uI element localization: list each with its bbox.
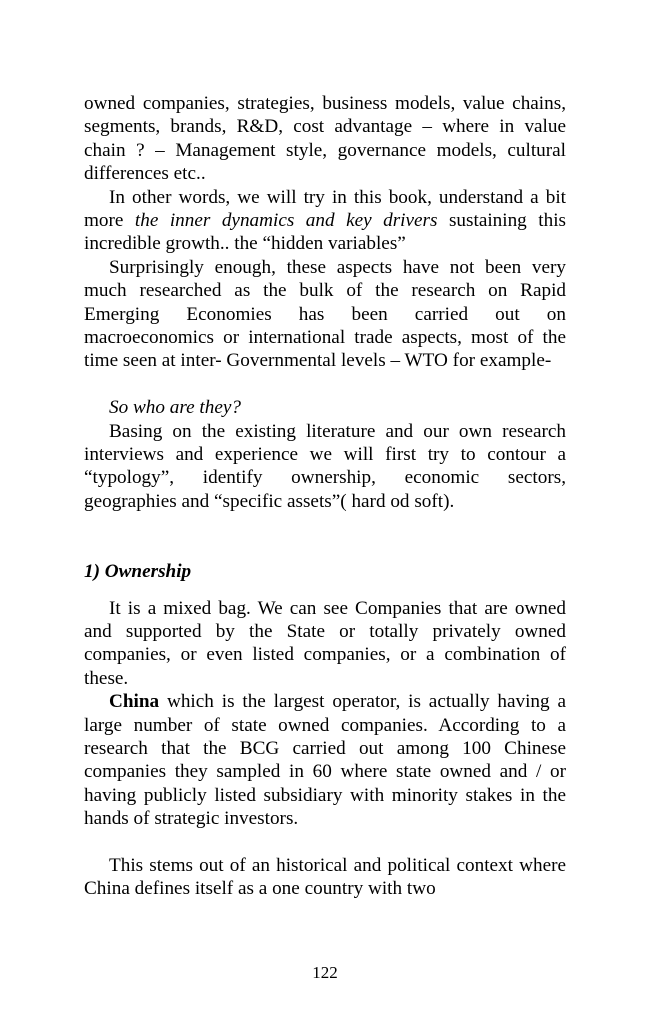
paragraph-basing: Basing on the existing literature and our own research interviews and experience we will first try to contour a “typology”, identify ownership, economic sectors, geographies and “specific assets”( hard od soft). bbox=[84, 420, 566, 512]
paragraph-stems: This stems out of an historical and political context where China defines itself as a one country with two bbox=[84, 854, 566, 900]
spacer bbox=[84, 373, 566, 396]
text-run: which is the largest operator, is actually having a large number of state owned companies. According to a research that the BCG carried out among 100 Chinese companies they sampled in 60 where state owned and / or having publicly listed subsidiary with minority stakes in the hands of strategic investors. bbox=[84, 691, 566, 830]
paragraph-mixed-bag: It is a mixed bag. We can see Companies that are owned and supported by the State or totally privately owned companies, or even listed companies, or a combination of these. bbox=[84, 597, 566, 689]
emphasis-text: the inner dynamics and key drivers bbox=[134, 210, 438, 232]
paragraph-surprisingly: Surprisingly enough, these aspects have not been very much researched as the bulk of the research on Rapid Emerging Economies has been carried out on macroeconomics or international trade aspects, most of the time seen at inter- Governmental levels – WTO for example- bbox=[84, 256, 566, 372]
spacer bbox=[84, 513, 566, 560]
paragraph-continued: owned companies, strategies, business models, value chains, segments, brands, R&D, cost advantage – where in value chain ? – Management style, governance models, cultural differences etc.. bbox=[84, 93, 566, 185]
spacer bbox=[84, 831, 566, 854]
spacer bbox=[84, 584, 566, 597]
page-number: 122 bbox=[312, 963, 338, 982]
body-text bbox=[84, 92, 566, 901]
question-text: So who are they? bbox=[109, 397, 241, 419]
text-run: sustaining this incredible growth.. the “hidden variables” bbox=[84, 210, 566, 255]
text-run: In other words, we will try in this book, understand a bit more bbox=[84, 186, 566, 232]
paragraph-in-other-words bbox=[84, 186, 566, 256]
bold-text: China bbox=[109, 691, 160, 713]
section-heading: 1) Ownership bbox=[84, 561, 192, 583]
paragraph-question bbox=[84, 396, 566, 419]
paragraph-china bbox=[84, 690, 566, 830]
